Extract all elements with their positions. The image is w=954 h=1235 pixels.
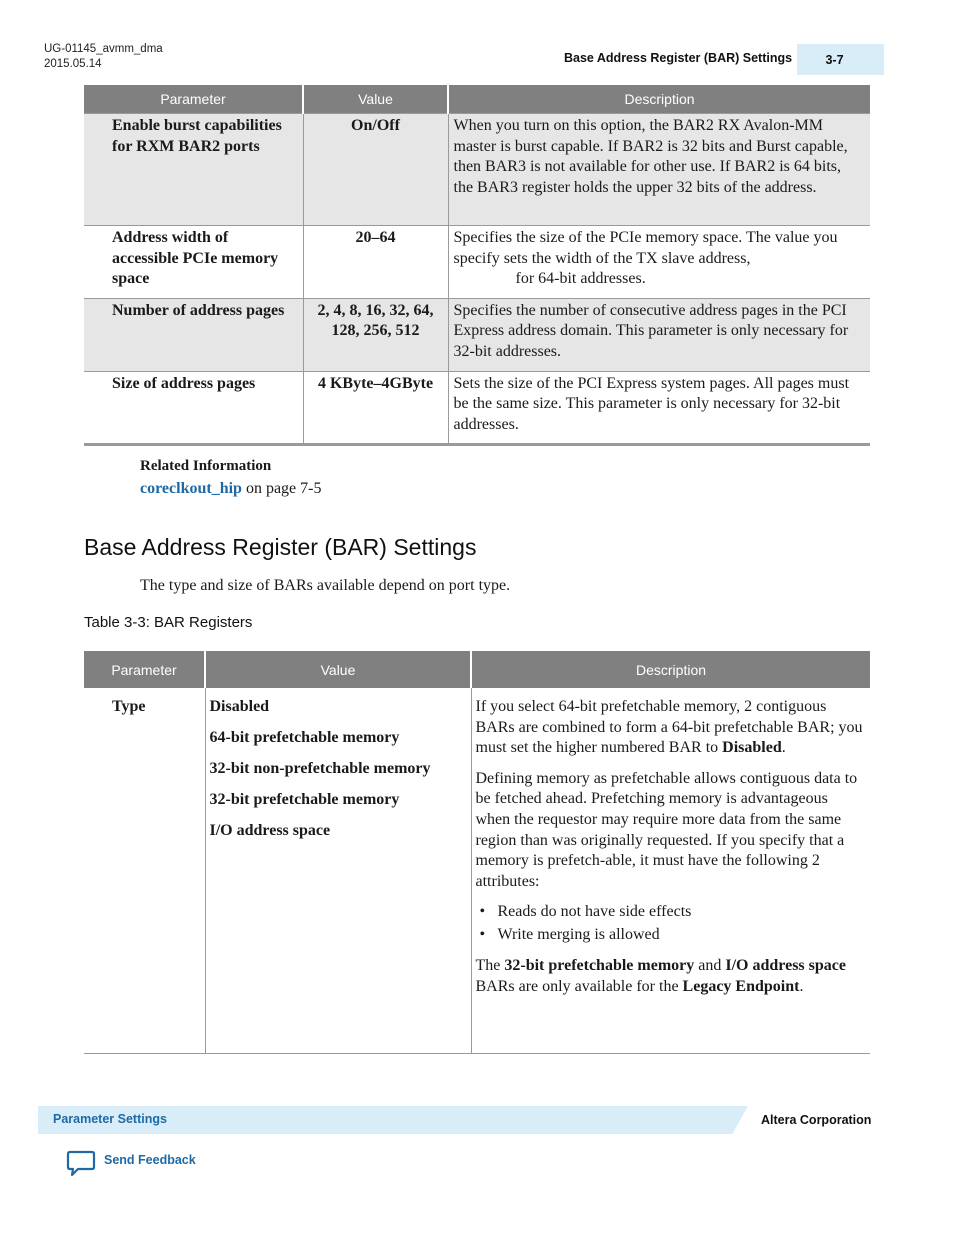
parameter-cell: Address width of accessible PCIe memory space [84, 226, 303, 299]
column-header: Parameter [84, 651, 205, 688]
column-header: Description [448, 85, 870, 114]
section-intro: The type and size of BARs available depend on port type. [140, 577, 511, 594]
column-header: Value [303, 85, 448, 114]
value-cell: 2, 4, 8, 16, 32, 64, 128, 256, 512 [303, 298, 448, 371]
value-option: I/O address space [209, 821, 331, 839]
document-date: 2015.05.14 [44, 58, 102, 70]
attribute-list [476, 902, 865, 946]
value-cell: 4 KByte–4GByte [303, 371, 448, 445]
page-number: 3-7 [825, 52, 844, 67]
table-header-row [84, 85, 870, 114]
parameter-cell: Number of address pages [84, 298, 303, 371]
running-header-title: Base Address Register (BAR) Settings [564, 51, 793, 65]
emphasis: I/O address space [725, 956, 846, 974]
list-item: • Write merging is allowed [498, 925, 865, 946]
emphasis: Disabled [722, 739, 782, 757]
link-page-reference: on page 7-5 [241, 480, 322, 497]
related-information-entry [140, 480, 321, 498]
text-run: . [799, 977, 804, 995]
text-run: BARs are only available for the [475, 977, 683, 995]
speech-bubble-icon[interactable] [66, 1150, 96, 1178]
value-cell: On/Off [303, 114, 448, 226]
footer-section-link[interactable]: Parameter Settings [53, 1112, 167, 1126]
description-cell: Specifies the number of consecutive address pages in the PCI Express address domain. This parameter is only necessary for 32-bit addresses. [448, 298, 870, 371]
value-option: 32-bit non-prefetchable memory [209, 759, 431, 777]
footer-company: Altera Corporation [761, 1113, 872, 1127]
document-id-block [44, 42, 163, 72]
section-heading: Base Address Register (BAR) Settings [84, 534, 477, 560]
description-paragraph [476, 697, 865, 759]
emphasis: Legacy Endpoint [682, 977, 800, 995]
description-text: for 64-bit addresses. [515, 270, 646, 288]
description-paragraph [476, 956, 865, 997]
column-header: Description [471, 651, 870, 688]
text-run: If you select 64-bit prefetchable memory, 2 contiguous BARs are combined to form a 64-bit prefetchable BAR; you must set the higher numbered BAR to [475, 698, 863, 757]
coreclkout-hip-link[interactable]: coreclkout_hip [140, 480, 242, 497]
description-cell: When you turn on this option, the BAR2 RX Avalon-MM master is burst capable. If BAR2 is 32 bits and Burst capable, then BAR3 is not available for other use. If BAR2 is 64 bits, the BAR3 register holds the upper 32 bits of the address. [448, 114, 870, 226]
table-row [84, 298, 870, 371]
related-information-title: Related Information [140, 458, 272, 474]
parameter-cell: Enable burst capabilities for RXM BAR2 ports [84, 114, 303, 226]
table-row [84, 371, 870, 445]
text-run: . [781, 739, 786, 757]
description-cell [448, 226, 870, 299]
value-option: 64-bit prefetchable memory [209, 728, 400, 746]
send-feedback-link[interactable]: Send Feedback [104, 1153, 196, 1167]
column-header: Parameter [84, 85, 303, 114]
description-paragraph: Defining memory as prefetchable allows contiguous data to be fetched ahead. Prefetching memory is advantageous when the requestor may require more data from the same region than was originally requested. If you specify that a memory is prefetch-able, it must have the following 2 attributes: [475, 769, 858, 890]
parameters-table-continued [84, 85, 870, 446]
description-cell [471, 688, 870, 1053]
value-option: Disabled [209, 698, 270, 715]
description-cell: Sets the size of the PCI Express system pages. All pages must be the same size. This parameter is only necessary for 32-bit addresses. [448, 371, 870, 445]
document-id: UG-01145_avmm_dma [44, 43, 163, 55]
table-header-row [84, 651, 870, 688]
value-option: 32-bit prefetchable memory [209, 790, 400, 808]
bar-registers-table [84, 651, 870, 1054]
parameter-cell: Size of address pages [84, 371, 303, 445]
value-cell: 20–64 [303, 226, 448, 299]
table-row [84, 226, 870, 299]
list-item: • Reads do not have side effects [498, 902, 865, 923]
page-number-tab [797, 44, 884, 75]
emphasis: 32-bit prefetchable memory [504, 956, 695, 974]
text-run: and [694, 956, 726, 974]
text-run: The [475, 956, 505, 974]
description-text: Specifies the size of the PCIe memory space. The value you specify sets the width of the TX slave address, [453, 229, 838, 267]
value-cell [205, 688, 471, 1053]
parameter-cell: Type [84, 688, 205, 1053]
column-header: Value [205, 651, 471, 688]
table-row [84, 688, 870, 1053]
table-caption: Table 3-3: BAR Registers [84, 614, 253, 631]
table-row [84, 114, 870, 226]
